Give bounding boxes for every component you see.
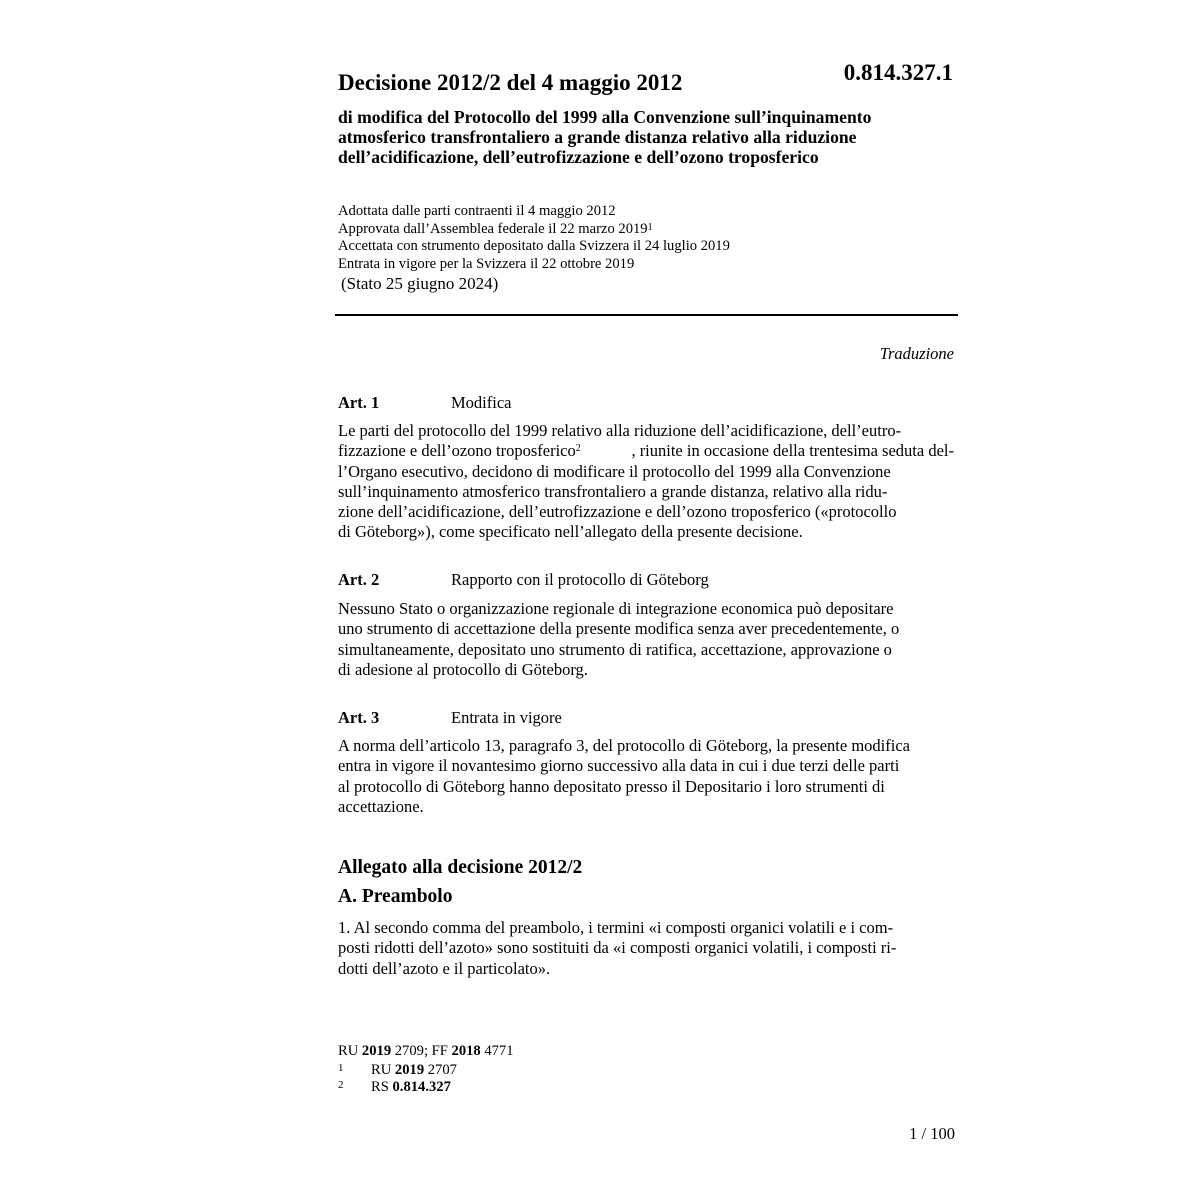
status-date: (Stato 25 giugno 2024) <box>341 274 499 293</box>
footnote-ref-2[interactable]: 2 <box>575 443 581 455</box>
article-3-heading <box>338 708 562 728</box>
article-title: Entrata in vigore <box>451 708 562 727</box>
body-line: A norma dell’articolo 13, paragrafo 3, del protocollo di Göteborg, la presente modifica <box>338 736 910 755</box>
footnote-2: 2 RS 0.814.327 <box>338 1079 451 1095</box>
article-2-heading <box>338 570 709 590</box>
annex-body <box>338 918 954 979</box>
meta-in-force: Entrata in vigore per la Svizzera il 22 ottobre 2019 <box>338 255 635 272</box>
article-title: Modifica <box>451 393 512 412</box>
page-title: Decisione 2012/2 del 4 maggio 2012 <box>338 70 683 95</box>
body-line: di Göteborg»), come specificato nell’allegato della presente decisione. <box>338 522 803 542</box>
annex-section-title: A. Preambolo <box>338 886 453 907</box>
body-line: uno strumento di accettazione della presente modifica senza aver precedentemente, o <box>338 619 900 639</box>
subtitle-line: atmosferico transfrontaliero a grande distanza relativo alla riduzione <box>338 127 857 147</box>
body-line: fizzazione e dell’ozono troposferico$^2$ , riunite in occasione della trentesima seduta del- <box>338 441 954 461</box>
body-line: sull’inquinamento atmosferico transfrontaliero a grande distanza, relativo alla ridu- <box>338 481 888 501</box>
article-number: Art. 2 <box>338 570 380 589</box>
article-2-body <box>338 599 954 680</box>
article-1-body <box>338 421 954 543</box>
body-line: posti ridotti dell’azoto» sono sostituiti da «i composti organici volatili, i composti ri- <box>338 938 897 958</box>
article-title: Rapporto con il protocollo di Göteborg <box>451 570 709 589</box>
meta-approved: Approvata dall’Assemblea federale il 22 marzo 2019$^1$ <box>338 220 653 237</box>
footnote-ref-1[interactable]: 1 <box>647 221 653 233</box>
meta-adopted: Adottata dalle parti contraenti il 4 maggio 2012 <box>338 203 616 219</box>
meta-accepted: Accettata con strumento depositato dalla Svizzera il 24 luglio 2019 <box>338 238 730 254</box>
page-subtitle <box>338 107 978 167</box>
subtitle-line: di modifica del Protocollo del 1999 alla Convenzione sull’inquinamento <box>338 107 872 127</box>
article-3-body <box>338 736 954 817</box>
article-number: Art. 3 <box>338 708 380 727</box>
body-line: Nessuno Stato o organizzazione regionale di integrazione economica può depositare <box>338 599 894 618</box>
rs-number: 0.814.327.1 <box>843 60 953 85</box>
subtitle-line: dell’acidificazione, dell’eutrofizzazione e dell’ozono troposferico <box>338 147 819 167</box>
article-number: Art. 1 <box>338 393 380 412</box>
body-line: zione dell’acidificazione, dell’eutrofizzazione e dell’ozono troposferico («protocollo <box>338 502 897 522</box>
header-divider <box>335 314 958 316</box>
page-number: 1 / 100 <box>909 1124 955 1143</box>
adoption-metadata <box>338 203 730 273</box>
annex-title: Allegato alla decisione 2012/2 <box>338 857 583 878</box>
body-line: simultaneamente, depositato uno strumento di ratifica, accettazione, approvazione o <box>338 639 892 659</box>
body-line: accettazione. <box>338 796 424 816</box>
body-line: l’Organo esecutivo, decidono di modificare il protocollo del 1999 alla Convenzione <box>338 461 891 481</box>
body-line: 1. Al secondo comma del preambolo, i termini «i composti organici volatili e i com- <box>338 918 894 937</box>
body-line: al protocollo di Göteborg hanno depositato presso il Depositario i loro strumenti di <box>338 776 885 796</box>
footnote-1: 1 RU 2019 2707 <box>338 1062 457 1078</box>
translation-label: Traduzione <box>879 344 954 363</box>
official-reference: RU 2019 2709; FF 2018 4771 <box>338 1043 514 1059</box>
body-line: entra in vigore il novantesimo giorno successivo alla data in cui i due terzi delle parti <box>338 756 900 776</box>
body-line: dotti dell’azoto e il particolato». <box>338 958 551 978</box>
body-line: di adesione al protocollo di Göteborg. <box>338 659 588 679</box>
article-1-heading <box>338 393 511 413</box>
body-line: Le parti del protocollo del 1999 relativo alla riduzione dell’acidificazione, dell’eutro- <box>338 421 902 440</box>
